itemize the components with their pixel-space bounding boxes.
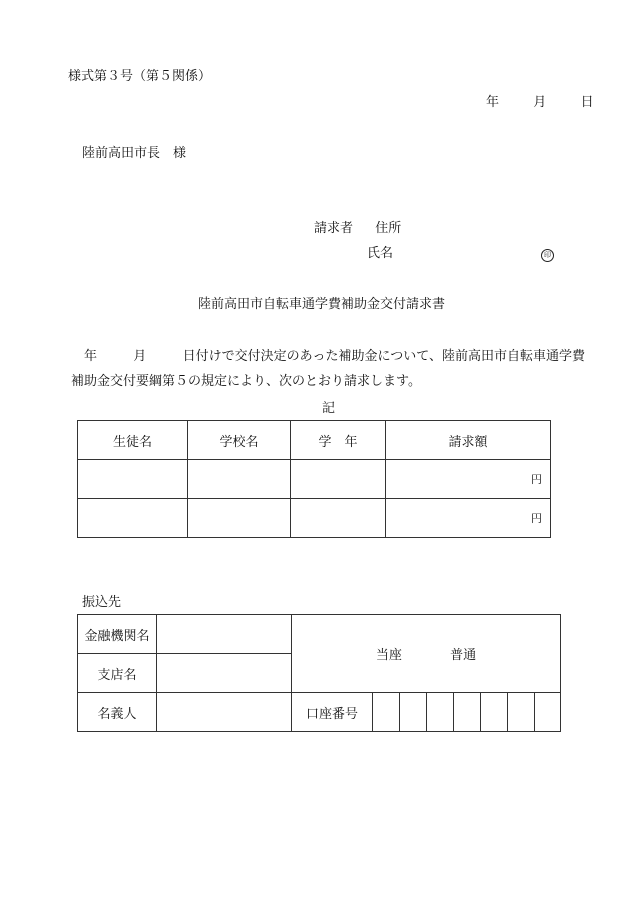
branch-field[interactable] <box>157 654 292 693</box>
account-digit-box[interactable] <box>508 693 535 732</box>
body-line-2: 補助金交付要綱第５の規定により、次のとおり請求します。 <box>71 374 421 389</box>
bank-name-label: 金融機関名 <box>78 615 157 654</box>
account-digit-box[interactable] <box>454 693 481 732</box>
yen-label: 円 <box>531 473 542 486</box>
account-type-current[interactable]: 当座 <box>375 648 402 663</box>
addressee: 陸前高田市長 様 <box>82 146 187 161</box>
table-row <box>78 499 551 538</box>
header-grade: 学 年 <box>291 421 386 460</box>
account-number-label: 口座番号 <box>292 693 373 732</box>
school-name-cell[interactable] <box>188 460 291 499</box>
amount-cell[interactable] <box>386 460 551 499</box>
request-table <box>77 420 551 538</box>
holder-row <box>78 693 561 732</box>
account-digit-box[interactable] <box>427 693 454 732</box>
ki-label: 記 <box>322 401 336 416</box>
requester-address-line <box>314 222 401 235</box>
date-year-label: 年 <box>486 95 500 110</box>
student-name-cell[interactable] <box>78 460 188 499</box>
account-type-cell <box>292 615 561 693</box>
address-label: 住所 <box>375 221 402 236</box>
body-month: 月 <box>133 349 147 364</box>
requester-label: 請求者 <box>314 221 354 236</box>
transfer-table <box>77 614 561 732</box>
transfer-label: 振込先 <box>82 595 122 610</box>
student-name-cell[interactable] <box>78 499 188 538</box>
date-month-label: 月 <box>533 95 547 110</box>
amount-cell[interactable] <box>386 499 551 538</box>
account-digit-box[interactable] <box>373 693 400 732</box>
date-day-label: 日 <box>580 95 594 110</box>
account-digit-box[interactable] <box>535 693 561 732</box>
date-line <box>486 96 594 109</box>
body-line-1 <box>84 350 585 363</box>
header-student-name: 生徒名 <box>78 421 188 460</box>
body-line-1-rest: 日付けで交付決定のあった補助金について、陸前高田市自転車通学費 <box>182 349 585 364</box>
header-school-name: 学校名 <box>188 421 291 460</box>
seal-icon: 印 <box>541 249 554 262</box>
account-digit-box[interactable] <box>400 693 427 732</box>
grade-cell[interactable] <box>291 460 386 499</box>
bank-row <box>78 615 561 654</box>
school-name-cell[interactable] <box>188 499 291 538</box>
seal-mark <box>541 247 554 262</box>
holder-field[interactable] <box>157 693 292 732</box>
document-title: 陸前高田市自転車通学費補助金交付請求書 <box>198 297 446 312</box>
branch-label: 支店名 <box>78 654 157 693</box>
form-number: 様式第３号（第５関係） <box>68 69 212 84</box>
table-row <box>78 460 551 499</box>
bank-name-field[interactable] <box>157 615 292 654</box>
grade-cell[interactable] <box>291 499 386 538</box>
request-table-header <box>78 421 551 460</box>
holder-label: 名義人 <box>78 693 157 732</box>
account-type-ordinary[interactable]: 普通 <box>450 648 477 663</box>
account-digit-box[interactable] <box>481 693 508 732</box>
yen-label: 円 <box>531 512 542 525</box>
body-year: 年 <box>84 349 98 364</box>
name-label: 氏名 <box>367 246 394 261</box>
header-request-amount: 請求額 <box>386 421 551 460</box>
